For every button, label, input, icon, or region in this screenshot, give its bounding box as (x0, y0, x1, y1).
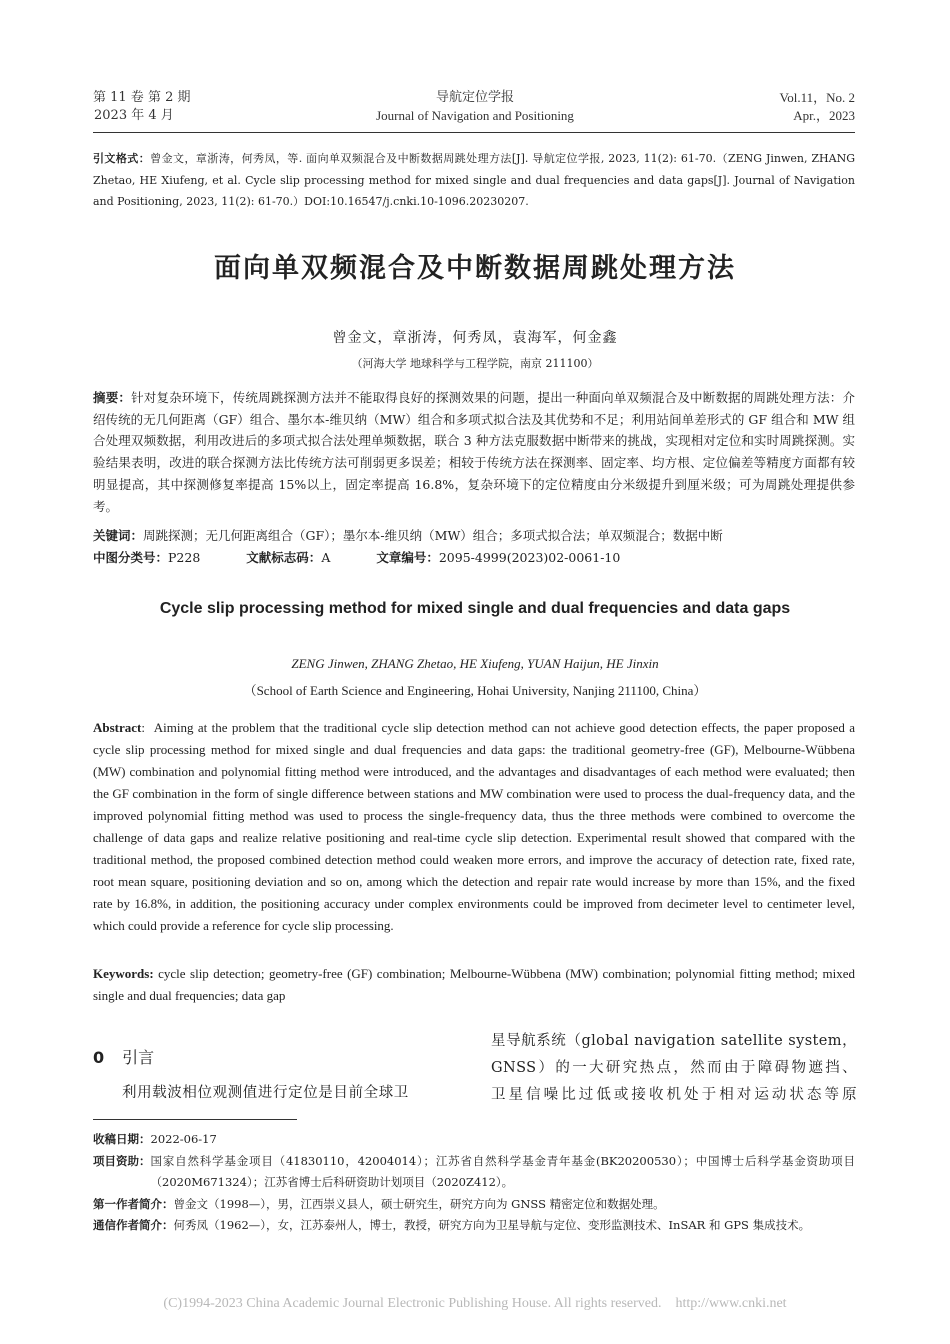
corresponding-value: 何秀凤（1962—），女，江苏泰州人，博士，教授，研究方向为卫星导航与定位、变形监测技术、InSAR 和 GPS 集成技术。 (173, 1218, 811, 1232)
header-date: 2023 年 4 月 (94, 108, 174, 123)
section-number: 0 (93, 1048, 105, 1067)
header-rule (93, 132, 855, 133)
authors-en: ZENG Jinwen, ZHANG Zhetao, HE Xiufeng, YUAN Haijun, HE Jinxin (291, 656, 659, 671)
header-month-year: Apr.，2023 (793, 108, 855, 123)
footnote-funding (93, 1151, 855, 1194)
header-journal-en: Journal of Navigation and Positioning (376, 108, 574, 123)
doc-code-label: 文献标志码： (246, 550, 322, 565)
clc-label: 中图分类号： (93, 550, 169, 565)
keywords-cn-label: 关键词： (93, 528, 144, 543)
affiliation-en: （School of Earth Science and Engineering, Hohai University, Nanjing 211100, China） (243, 683, 707, 698)
authors-cn: 曾金文，章浙涛，何秀凤，袁海军，何金鑫 (332, 330, 618, 346)
body-line: GNSS）的一大研究热点，然而由于障碍物遮挡、 (491, 1060, 857, 1076)
first-author-value: 曾金文（1998—），男，江西崇义县人，硕士研究生，研究方向为 GNSS 精密定位和数据处理。 (173, 1196, 665, 1211)
header-volume: 第 11 卷 第 2 期 (93, 90, 191, 105)
keywords-cn (93, 525, 855, 547)
keywords-en-label: Keywords: (93, 966, 154, 981)
article-no-label: 文章编号： (376, 550, 439, 565)
affiliation-cn: （河海大学 地球科学与工程学院，南京 211100） (351, 357, 599, 370)
keywords-en-text: cycle slip detection; geometry-free (GF) combination; Melbourne-Wübbena (MW) combination; polynomial fitting method; mixed single and dual frequencies; data gap (93, 966, 855, 1003)
body-text-left: 利用载波相位观测值进行定位是目前全球卫 (122, 1085, 409, 1101)
header-vol-en (780, 89, 855, 125)
article-no-value: 2095-4999(2023)02-0061-10 (438, 550, 621, 565)
abstract-cn (93, 387, 855, 517)
title-en: Cycle slip processing method for mixed single and dual frequencies and data gaps (159, 600, 791, 617)
body-line: 卫星信噪比过低或接收机处于相对运动状态等原 (491, 1087, 857, 1103)
title-cn: 面向单双频混合及中断数据周跳处理方法 (214, 253, 736, 284)
classification-row (93, 547, 666, 569)
abstract-en: Abstract: Aiming at the problem that the traditional cycle slip detection method can not achieve good detection effects, the paper proposed a cycle slip processing method for mixed single and dual frequencies and data gaps: the traditional geometry-free (GF), Melbourne-Wübbena (MW) combination and polynomial fitting method were introduced, and the advantages and disadvantages of each method were evaluated; then the GF combination in the form of single difference between stations and MW combination were used to process the dual-frequency data, and the improved polynomial fitting method was used to process the single-frequency data, thus the three methods were combined to overcome the challenge of data gaps and realize relative positioning and real-time cycle slip detection. Experimental result showed that compared with the traditional method, the proposed combined detection method could weaken more errors, and improve the accuracy of detection rate, fixed rate, root mean square, positioning deviation and so on, among which the detection and repair rate would increase by more than 15%, and the fixed rate by 16.8%, in addition, the positioning accuracy under complex environments could be improved from decimeter level to centimeter level, which could provide a reference for cycle slip processing. (93, 720, 855, 933)
section-heading (93, 1045, 154, 1068)
body-line: 星导航系统（global navigation satellite system， (491, 1033, 857, 1049)
keywords-cn-text: 周跳探测；无几何距离组合（GF）；墨尔本-维贝纳（MW）组合；多项式拟合法；单双频混合；数据中断 (143, 528, 723, 543)
corresponding-label: 通信作者简介： (93, 1218, 174, 1232)
abstract-cn-label: 摘要： (93, 390, 132, 405)
doc-code-value: A (321, 550, 331, 565)
abstract-cn-text: 针对复杂环境下，传统周跳探测方法并不能取得良好的探测效果的问题，提出一种面向单双频混合及中断数据的周跳处理方法：介绍传统的无几何距离（GF）组合、墨尔本-维贝纳（MW）组合和多项式拟合法及其优势和不足；利用站间单差形式的 GF 组合和 MW 组合处理双频数据，利用改进后的多项式拟合法处理单频数据，联合 3 种方法克服数据中断带来的挑战，实现相对定位和实时周跳探测。实验结果表明，改进的联合探测方法比传统方法可削弱更多误差；相较于传统方法在探测率、固定率、均方根、定位偏差等精度方面都有较明显提高，其中探测修复率提高 15%以上，固定率提高 16.8%，复杂环境下的定位精度由分米级提升到厘米级；可为周跳处理提供参考。 (93, 390, 855, 514)
section-title: 引言 (122, 1048, 155, 1067)
cnki-watermark: (C)1994-2023 China Academic Journal Electronic Publishing House. All rights reserved. http://www.cnki.net (163, 1296, 787, 1311)
abstract-en-text: Aiming at the problem that the traditional cycle slip detection method can not achieve good detection effects, the paper proposed a cycle slip processing method for mixed single and dual frequencies and data gaps: the traditional geometry-free (GF), Melbourne-Wübbena (MW) combination and polynomial fitting method were introduced, and the advantages and disadvantages of each method were evaluated; then the GF combination in the form of single difference between stations and MW combination were used to process the dual-frequency data, and the improved polynomial fitting method was used to process the single-frequency data, thus the three methods were combined to overcome the challenge of data gaps and realize relative positioning and real-time cycle slip detection. Experimental result showed that compared with the traditional method, the proposed combined detection method could weaken more errors, and improve the accuracy of detection rate, fixed rate, root mean square, positioning deviation and so on, among which the detection and repair rate would increase by more than 15%, and the fixed rate by 16.8%, in addition, the positioning accuracy under complex environments could be improved from decimeter level to centimeter level, which could provide a reference for cycle slip processing. (93, 720, 855, 933)
keywords-en (93, 963, 855, 1007)
body-text-right (491, 1028, 857, 1109)
footnote-corresponding (93, 1215, 855, 1237)
footnote-received (93, 1129, 855, 1151)
footnotes (93, 1129, 855, 1237)
abstract-en-label: Abstract (93, 720, 142, 735)
citation-format (93, 148, 855, 213)
citation-label: 引文格式： (93, 152, 151, 165)
footnote-first-author (93, 1194, 855, 1216)
received-value: 2022-06-17 (150, 1132, 217, 1146)
first-author-label: 第一作者简介： (93, 1196, 174, 1211)
funding-label: 项目资助： (93, 1153, 151, 1168)
header-journal-cn: 导航定位学报 (435, 90, 514, 105)
clc-value: P228 (168, 550, 201, 565)
citation-text: 曾金文，章浙涛，何秀凤，等. 面向单双频混合及中断数据周跳处理方法[J]. 导航定位学报, 2023, 11(2): 61-70.（ZENG Jinwen, ZHANG Zhetao, HE Xiufeng, et al. Cycle slip processing method for mixed single and dual frequencies and data gaps[J]. Journal of Navigation and Positioning, 2023, 11(2): 61-70.）DOI:10.16547/j.cnki.10-1096.20230207. (93, 152, 856, 208)
footnote-rule (93, 1119, 297, 1120)
received-label: 收稿日期： (93, 1132, 151, 1146)
header-vol-no: Vol.11，No. 2 (779, 90, 855, 105)
funding-value: 国家自然科学基金项目（41830110，42004014）；江苏省自然科学基金青年基金(BK20200530）；中国博士后科学基金资助项目（2020M671324）；江苏省博士后科研资助计划项目（2020Z412）。 (150, 1153, 855, 1189)
